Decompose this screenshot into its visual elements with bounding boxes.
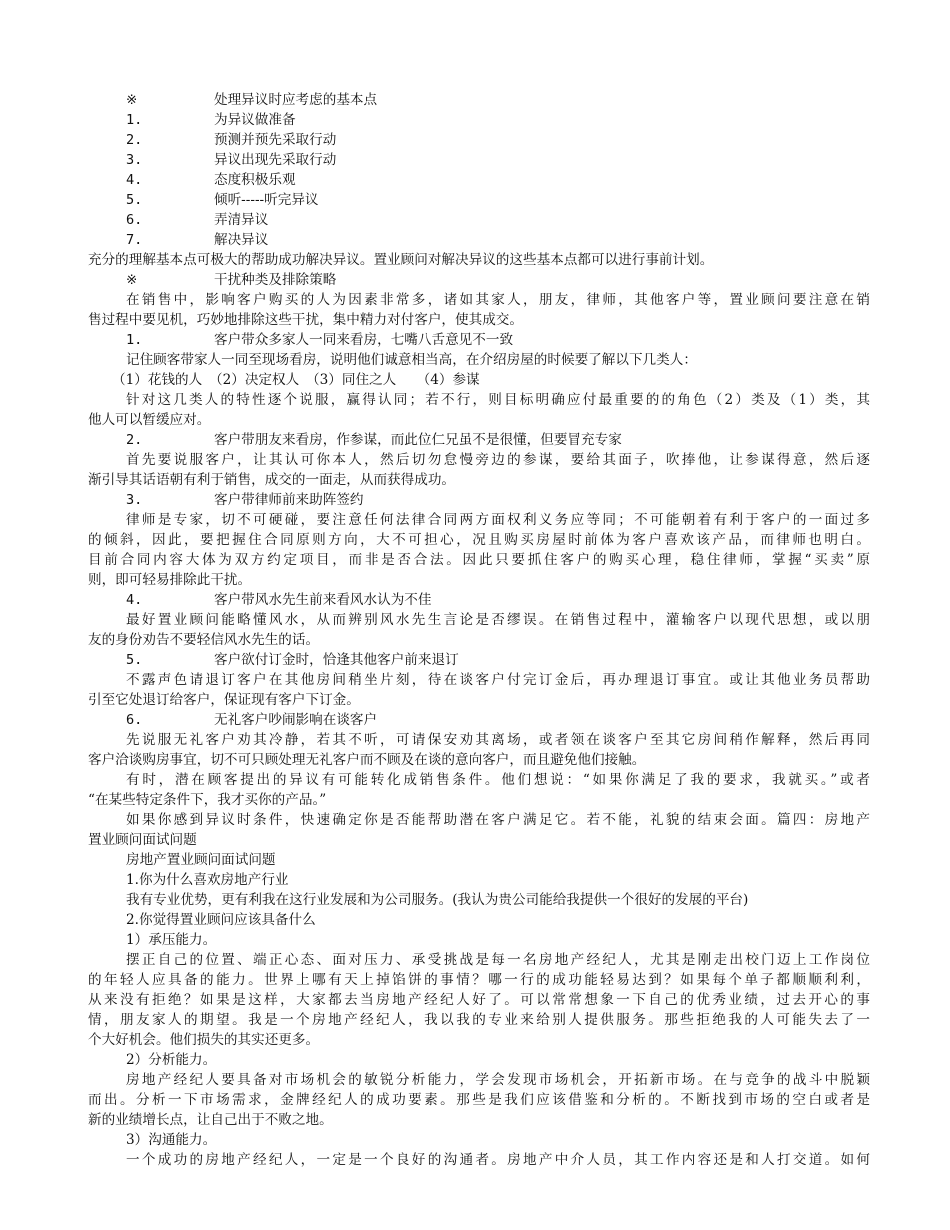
case-heading <box>88 490 870 510</box>
case-heading <box>88 590 870 610</box>
paragraph-line: 友的身份劝告不要轻信风水先生的话。 <box>88 632 320 648</box>
item-text: 预测并预先采取行动 <box>214 132 337 148</box>
case-heading <box>88 650 870 670</box>
case-title: 无礼客户吵闹影响在谈客户 <box>214 712 378 728</box>
question-heading: 2.你觉得置业顾问应该具备什么 <box>126 912 316 928</box>
subsection-heading: 2）分析能力。 <box>126 1052 217 1068</box>
subsection-heading: 1）承压能力。 <box>126 932 217 948</box>
item-number: 4. <box>126 172 143 188</box>
case-number: 4. <box>126 592 143 608</box>
paragraph-line: 而出。分析一下市场需求，金牌经纪人的成功要素。那些是我们应该借鉴和分析的。不断找到市场的空白或者是 <box>88 1092 870 1108</box>
list-item <box>88 110 870 130</box>
paragraph-line: 目前合同内容大体为双方约定项目，而非是否合法。因此只要抓住客户的购买心理，稳住律师，掌握“买卖”原 <box>88 552 870 568</box>
paragraph-line: 渐引导其话语朝有利于销售，成交的一面走，从而获得成功。 <box>88 472 456 488</box>
paragraph-line: 房地产经纪人要具备对市场机会的敏锐分析能力，学会发现市场机会，开拓新市场。在与竞争的战斗中脱颖 <box>126 1072 870 1088</box>
item-number: 6. <box>126 212 143 228</box>
list-item <box>88 130 870 150</box>
case-title: 客户带风水先生前来看风水认为不佳 <box>214 592 432 608</box>
paragraph-line: 客户洽谈购房事宜，切不可只顾处理无礼客户而不顾及在谈的意向客户，而且避免他们接触。 <box>88 752 646 768</box>
paragraph-line: 新的业绩增长点，让自己出于不败之地。 <box>88 1112 333 1128</box>
paragraph-line: 的倾斜，因此，要把握住合同原则方向，大不可担心，况且购买房屋时前体为客户喜欢该产品，而律师也明白。 <box>88 532 870 548</box>
case-number: 1. <box>126 332 143 348</box>
paragraph-line: 先说服无礼客户劝其冷静，若其不听，可请保安劝其离场，或者领在谈客户至其它房间稍作解释，然后再同 <box>126 732 870 748</box>
paragraph-line: 一个成功的房地产经纪人，一定是一个良好的沟通者。房地产中介人员，其工作内容还是和人打交道。如何 <box>126 1152 870 1168</box>
paragraph-line: 情，朋友家人的期望。我是一个房地产经纪人，我以我的专业来给别人提供服务。那些拒绝我的人可能失去了一 <box>88 1012 870 1028</box>
item-text: 倾听-----听完异议 <box>214 192 319 208</box>
paragraph-line: 记住顾客带家人一同至现场看房，说明他们诚意相当高，在介绍房屋的时候要了解以下几类人： <box>126 352 697 368</box>
subsection-heading: 3）沟通能力。 <box>126 1132 217 1148</box>
list-item <box>88 210 870 230</box>
paragraph-line: 从来没有拒绝？如果是这样，大家都去当房地产经纪人好了。可以常常想象一下自己的优秀业绩，过去开心的事 <box>88 992 870 1008</box>
item-text: 异议出现先采取行动 <box>214 152 337 168</box>
section-title: 干扰种类及排除策略 <box>214 272 337 288</box>
case-title: 客户带律师前来助阵签约 <box>214 492 364 508</box>
answer-line: 我有专业优势，更有利我在这行业发展和为公司服务。(我认为贵公司能给我提供一个很好的发展的平台) <box>126 892 749 908</box>
case-heading <box>88 330 870 350</box>
paragraph-line: 在销售中，影响客户购买的人为因素非常多，诸如其家人，朋友，律师，其他客户等，置业顾问要注意在销 <box>126 292 870 308</box>
section-title: 房地产置业顾问面试问题 <box>126 852 276 868</box>
list-item <box>88 190 870 210</box>
case-number: 2. <box>126 432 143 448</box>
summary-paragraph: 充分的理解基本点可极大的帮助成功解决异议。置业顾问对解决异议的这些基本点都可以进行事前计划。 <box>88 252 714 268</box>
case-title: 客户带朋友来看房，作参谋，而此位仁兄虽不是很懂，但要冒充专家 <box>214 432 622 448</box>
section-title: 处理异议时应考虑的基本点 <box>214 92 378 108</box>
item-text: 解决异议 <box>214 232 269 248</box>
reference-mark: ※ <box>126 92 138 108</box>
paragraph-line: 则，即可轻易排除此干扰。 <box>88 572 252 588</box>
paragraph-line: 最好置业顾问能略懂风水，从而辨别风水先生言论是否缪误。在销售过程中，灌输客户以现代思想，或以朋 <box>126 612 870 628</box>
paragraph-line: 置业顾问面试问题 <box>88 832 197 848</box>
item-number: 1. <box>126 112 143 128</box>
section-heading <box>88 90 870 110</box>
case-number: 5. <box>126 652 143 668</box>
case-title: 客户带众多家人一同来看房，七嘴八舌意见不一致 <box>214 332 514 348</box>
paragraph-line: 他人可以暂缓应对。 <box>88 412 211 428</box>
paragraph-line: 有时，潜在顾客提出的异议有可能转化成销售条件。他们想说：“如果你满足了我的要求，我就买。”或者 <box>126 772 870 788</box>
item-number: 3. <box>126 152 143 168</box>
list-item <box>88 230 870 250</box>
paragraph-line: 首先要说服客户，让其认可你本人，然后切勿怠慢旁边的参谋，要给其面子，吹捧他，让参谋得意，然后逐 <box>126 452 870 468</box>
paragraph-line: “在某些特定条件下，我才买你的产品。” <box>88 792 327 808</box>
paragraph-line: （1）花钱的人 （2）决定权人 （3）同住之人 （4）参谋 <box>112 372 480 388</box>
case-title: 客户欲付订金时，恰逢其他客户前来退订 <box>214 652 459 668</box>
reference-mark: ※ <box>126 272 138 288</box>
paragraph-line: 不露声色请退订客户在其他房间稍坐片刻，待在谈客户付完订金后，再办理退订事宜。或让其他业务员帮助 <box>126 672 870 688</box>
paragraph-line: 针对这几类人的特性逐个说服，赢得认同；若不行，则目标明确应付最重要的的角色（2）类及（1）类，其 <box>126 392 870 408</box>
paragraph-line: 引至它处退订给客户，保证现有客户下订金。 <box>88 692 360 708</box>
item-text: 态度积极乐观 <box>214 172 296 188</box>
item-number: 5. <box>126 192 143 208</box>
case-number: 6. <box>126 712 143 728</box>
item-text: 弄清异议 <box>214 212 269 228</box>
case-number: 3. <box>126 492 143 508</box>
paragraph-line: 售过程中要见机，巧妙地排除这些干扰，集中精力对付客户，使其成交。 <box>88 312 523 328</box>
paragraph-line: 摆正自己的位置、端正心态、面对压力、承受挑战是每一名房地产经纪人，尤其是刚走出校门迈上工作岗位 <box>126 952 870 968</box>
paragraph-line: 的年轻人应具备的能力。世界上哪有天上掉馅饼的事情？哪一行的成功能轻易达到？如果每个单子都顺顺利利， <box>88 972 870 988</box>
paragraph-line: 个大好机会。他们损失的其实还更多。 <box>88 1032 320 1048</box>
item-number: 2. <box>126 132 143 148</box>
paragraph-line: 如果你感到异议时条件，快速确定你是否能帮助潜在客户满足它。若不能，礼貌的结束会面。篇四：房地产 <box>126 812 870 828</box>
case-heading <box>88 430 870 450</box>
paragraph-line: 律师是专家，切不可硬碰，要注意任何法律合同两方面权利义务应等同；不可能朝着有利于客户的一面过多 <box>126 512 870 528</box>
list-item <box>88 170 870 190</box>
question-heading: 1.你为什么喜欢房地产行业 <box>126 872 289 888</box>
item-text: 为异议做准备 <box>214 112 296 128</box>
list-item <box>88 150 870 170</box>
section-heading <box>88 270 870 290</box>
item-number: 7. <box>126 232 143 248</box>
case-heading <box>88 710 870 730</box>
